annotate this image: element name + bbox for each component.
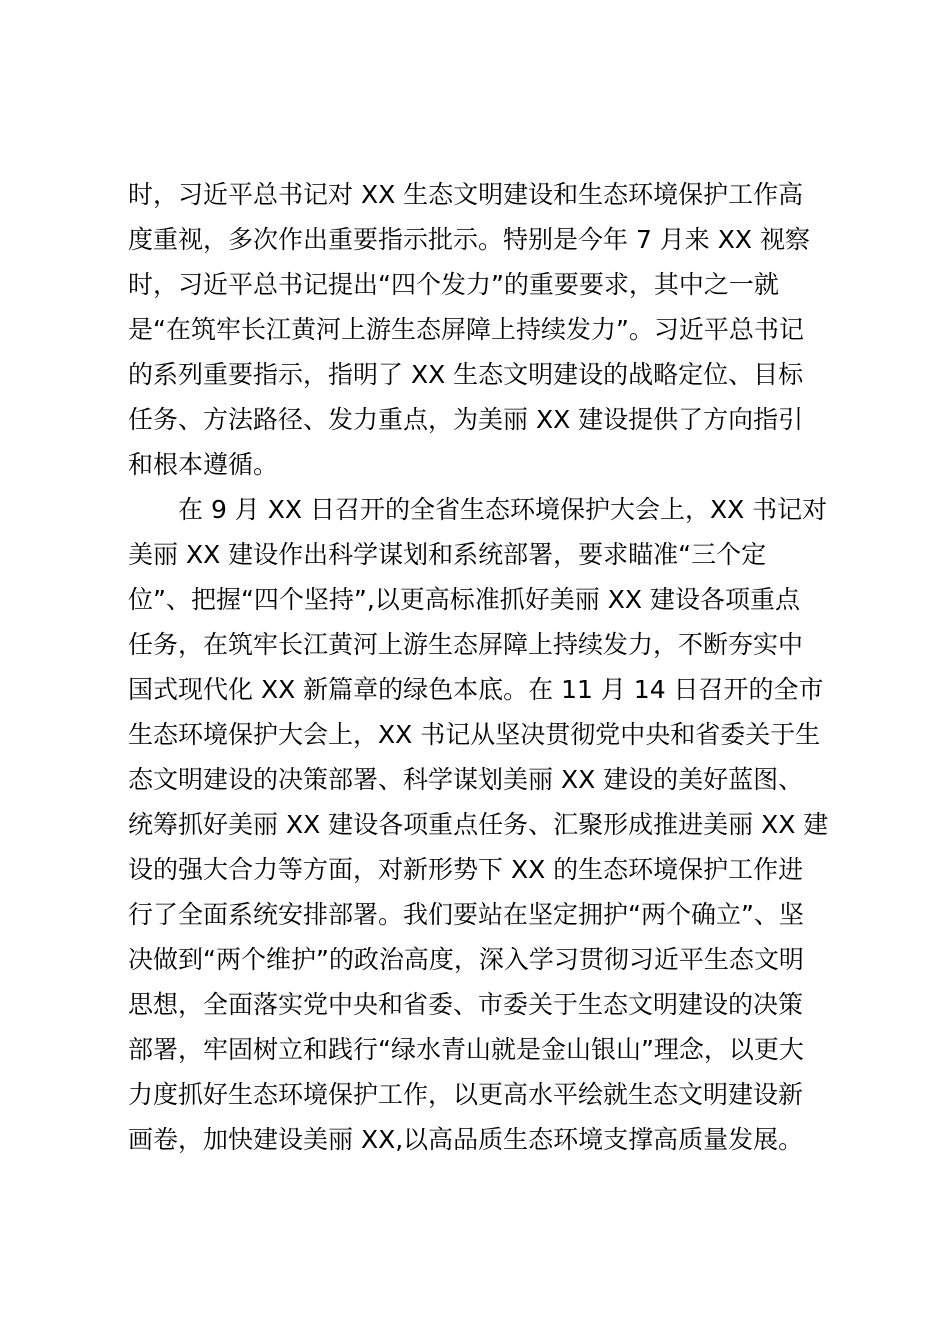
paragraph-2-line-2: 美丽 XX 建设作出科学谋划和系统部署，要求瞄准“三个定 (128, 540, 767, 569)
paragraph-1-line-6: 任务、方法路径、发力重点，为美丽 XX 建设提供了方向指引 (128, 405, 804, 434)
paragraph-2-line-6: 生态环境保护大会上，XX 书记从坚决贯彻党中央和省委关于生 (128, 720, 821, 749)
paragraph-2-line-10: 行了全面系统安排部署。我们要站在坚定拥护“两个确立”、坚 (128, 900, 804, 929)
paragraph-1-line-2: 度重视，多次作出重要指示批示。特别是今年 7 月来 XX 视察 (128, 225, 810, 254)
paragraph-2-line-13: 部署，牢固树立和践行“绿水青山就是金山银山”理念，以更大 (128, 1035, 804, 1064)
paragraph-2-line-9: 设的强大合力等方面，对新形势下 XX 的生态环境保护工作进 (128, 855, 804, 884)
paragraph-2-line-11: 决做到“两个维护”的政治高度，深入学习贯彻习近平生态文明 (128, 945, 804, 974)
paragraph-2-line-4: 任务，在筑牢长江黄河上游生态屏障上持续发力，不断夯实中 (128, 630, 804, 659)
paragraph-1-line-4: 是“在筑牢长江黄河上游生态屏障上持续发力”。习近平总书记 (128, 315, 804, 344)
paragraph-2-line-8: 统筹抓好美丽 XX 建设各项重点任务、汇聚形成推进美丽 XX 建 (128, 810, 829, 839)
paragraph-1-line-3: 时，习近平总书记提出“四个发力”的重要要求，其中之一就 (128, 270, 779, 299)
paragraph-1-line-5: 的系列重要指示，指明了 XX 生态文明建设的战略定位、目标 (128, 360, 804, 389)
paragraph-2-line-15: 画卷，加快建设美丽 XX,以高品质生态环境支撑高质量发展。 (128, 1125, 804, 1154)
paragraph-1-line-1: 时，习近平总书记对 XX 生态文明建设和生态环境保护工作高 (128, 180, 804, 209)
paragraph-2-line-3: 位”、把握“四个坚持”,以更高标准抓好美丽 XX 建设各项重点 (128, 585, 800, 614)
paragraph-2-line-12: 思想，全面落实党中央和省委、市委关于生态文明建设的决策 (128, 990, 804, 1019)
paragraph-2-line-14: 力度抓好生态环境保护工作，以更高水平绘就生态文明建设新 (128, 1080, 804, 1109)
paragraph-2-line-7: 态文明建设的决策部署、科学谋划美丽 XX 建设的美好蓝图、 (128, 765, 804, 794)
paragraph-1-line-7: 和根本遵循。 (128, 450, 279, 479)
paragraph-2-line-5: 国式现代化 XX 新篇章的绿色本底。在 11 月 14 日召开的全市 (128, 675, 824, 704)
paragraph-2-line-1: 在 9 月 XX 日召开的全省生态环境保护大会上，XX 书记对 (178, 495, 828, 524)
